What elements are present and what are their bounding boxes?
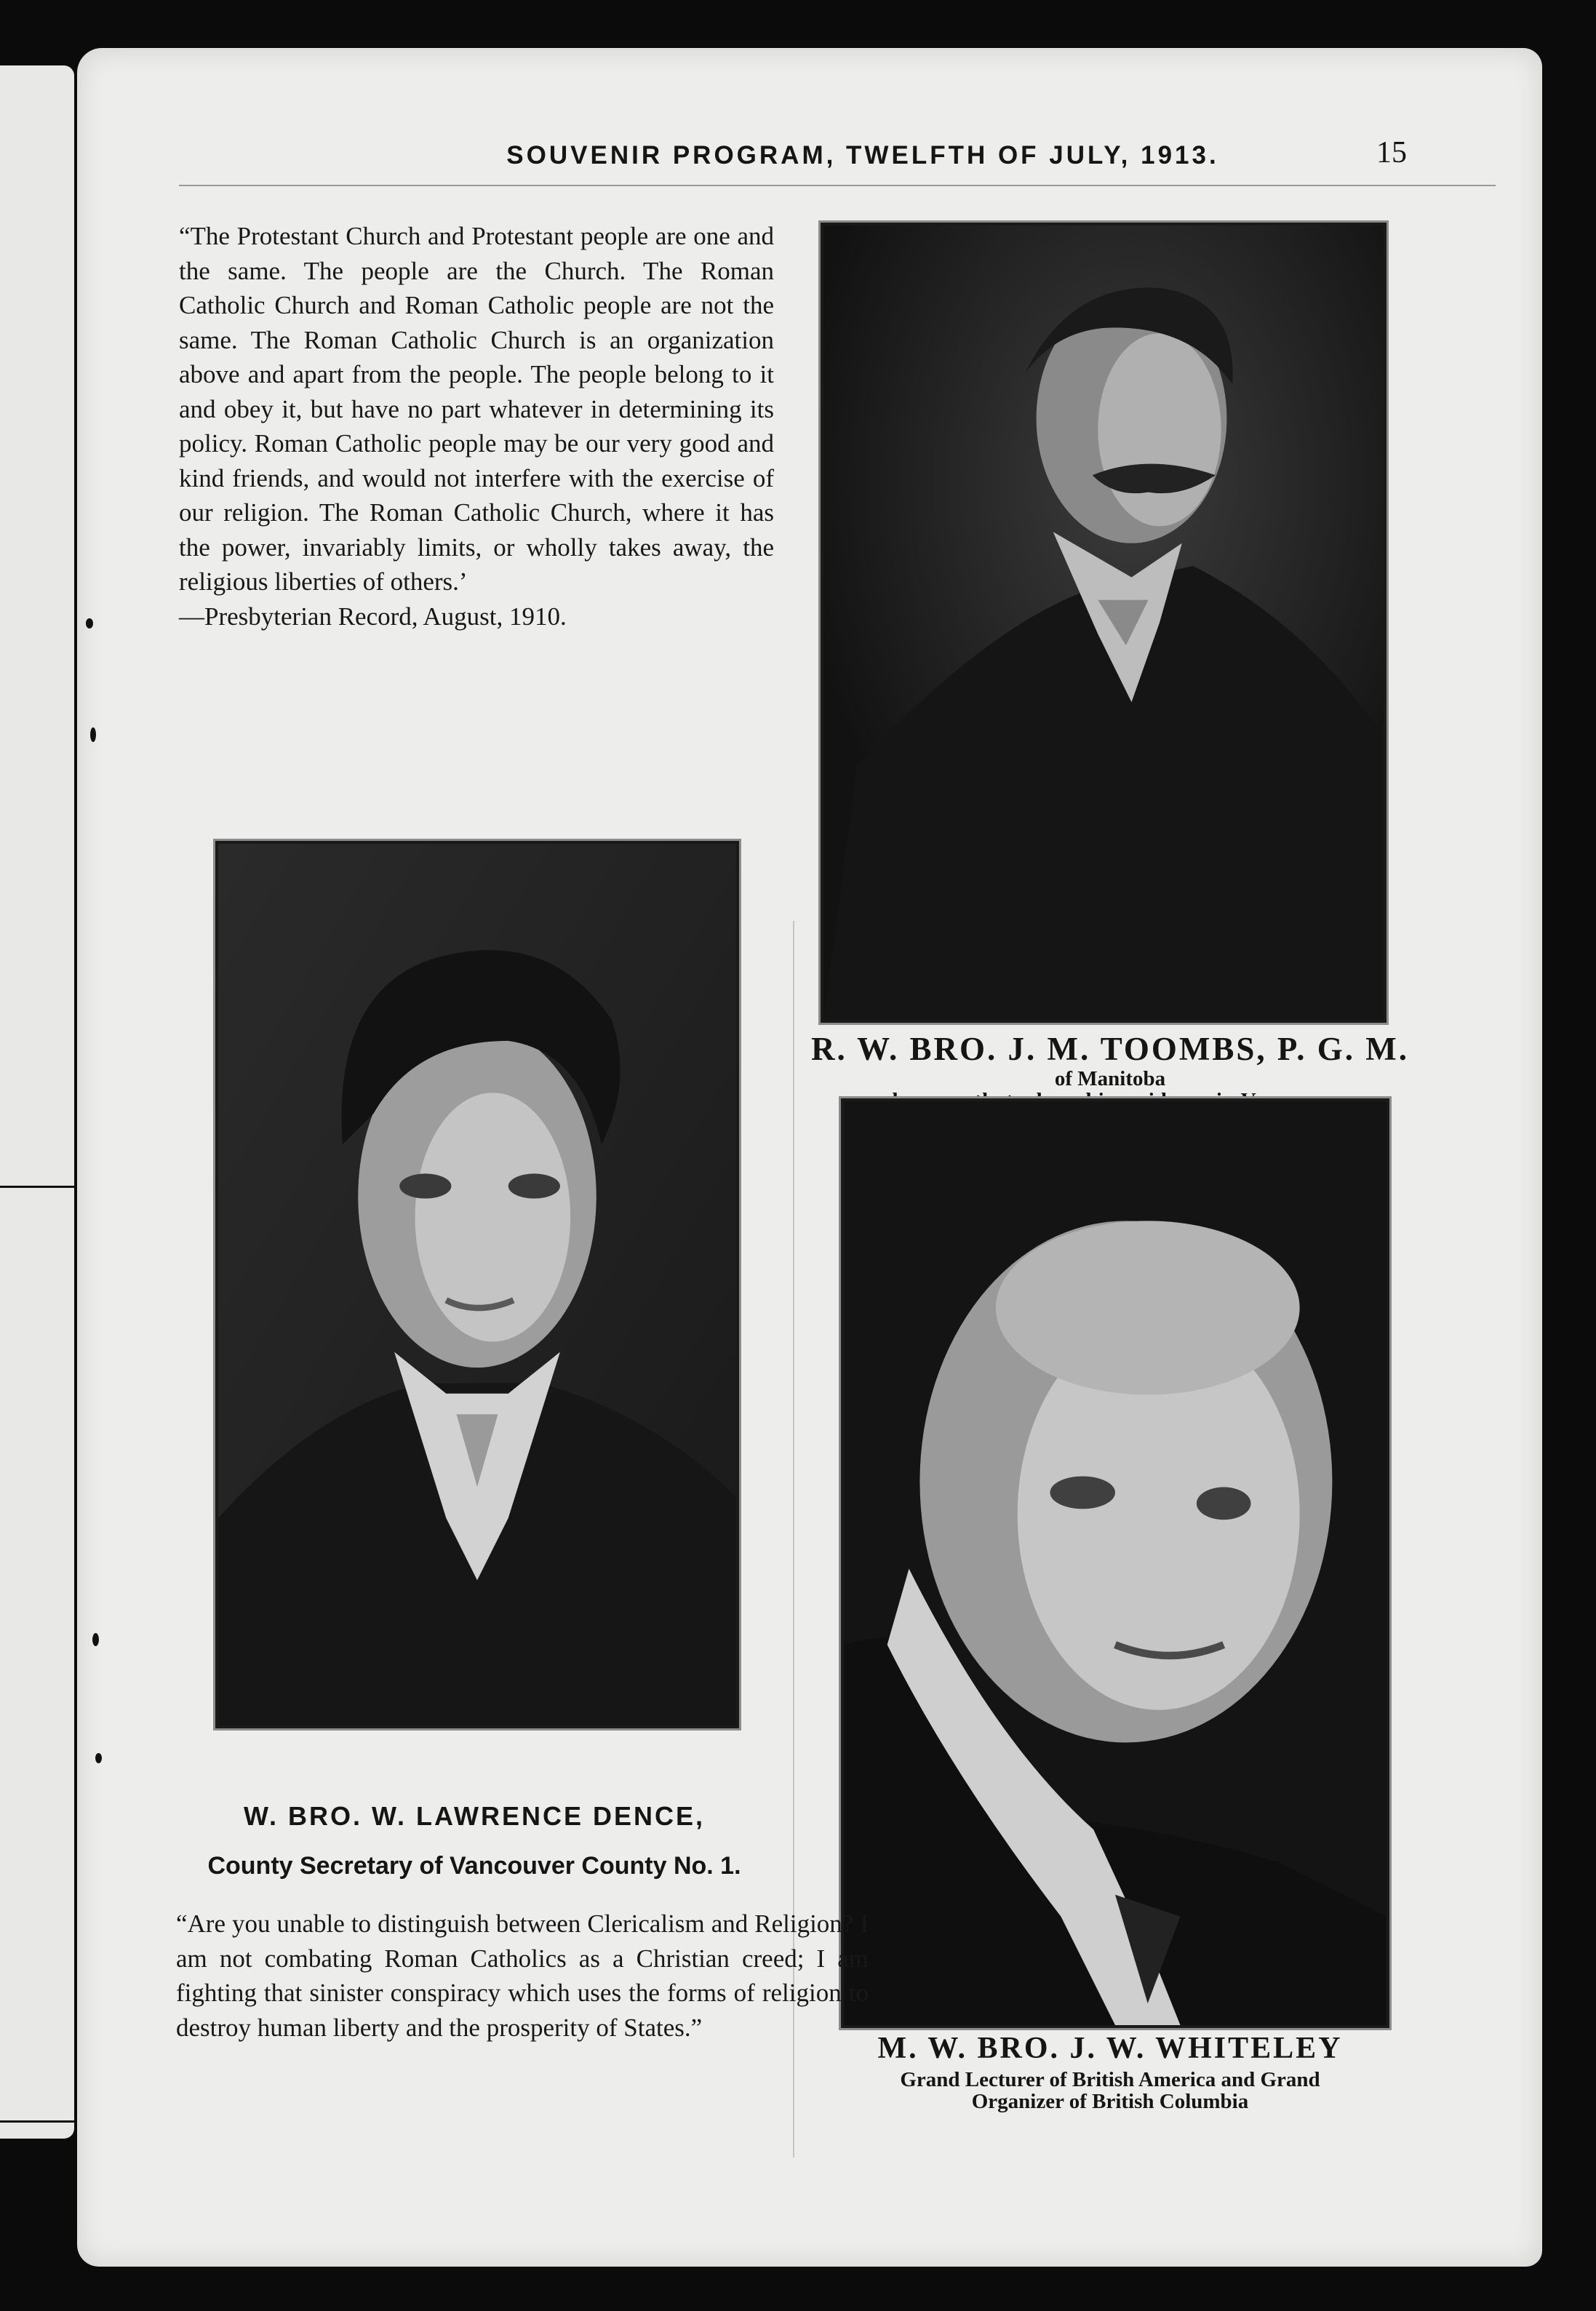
running-head: SOUVENIR PROGRAM, TWELFTH OF JULY, 1913.	[506, 141, 1219, 169]
quote-text: “Are you unable to distinguish between Clericalism and Religion? I am not combating Roman Catholics as a Christian creed; I am fighting that sinister conspiracy which uses the forms of religion to destroy human liberty and the prosperity of States.”	[176, 1909, 869, 2042]
adjacent-page-rule	[0, 1186, 74, 1188]
portrait-image	[844, 1101, 1386, 2025]
caption-toombs-line1: of Manitoba	[1054, 1067, 1166, 1090]
adjacent-page-rule	[0, 2120, 74, 2123]
caption-whiteley-line1: Grand Lecturer of British America and Grand	[900, 2068, 1320, 2091]
quote-attribution: —Presbyterian Record, August, 1910.	[179, 602, 567, 631]
caption-toombs-name: R. W. BRO. J. M. TOOMBS, P. G. M.	[810, 1031, 1410, 1067]
scan-speck	[90, 727, 96, 742]
portrait-photo-toombs	[821, 223, 1386, 1023]
caption-whiteley-name: M. W. BRO. J. W. WHITELEY	[877, 2032, 1343, 2065]
scan-speck	[86, 618, 93, 628]
quote-text: “The Protestant Church and Protestant people are one and the same. The people are the Church. The Roman Catholic Church and Roman Catholic people are not the same. The Roman Catholic Church is an organization above and apart from the people. The people belong to it and obey it, but have no part whatever in determining its policy. Roman Catholic people may be our very good and kind friends, and would not interfere with the exercise of our religion. The Roman Catholic Church, where it has the power, invariably limits, or wholly takes away, the religious liberties of others.’	[179, 222, 774, 596]
header-rule	[179, 185, 1496, 186]
scanned-page	[77, 48, 1542, 2267]
portrait-image	[823, 225, 1384, 1020]
portrait-photo-whiteley	[841, 1098, 1389, 2028]
scan-speck	[92, 1633, 99, 1646]
caption-dence-line1: County Secretary of Vancouver County No. 1.	[207, 1852, 741, 1880]
quote-presbyterian-record	[179, 219, 774, 634]
adjacent-page-edge	[0, 65, 74, 2139]
quote-clericalism	[176, 1907, 869, 2045]
page-number: 15	[1376, 136, 1407, 169]
portrait-photo-dence	[215, 841, 739, 1728]
portrait-image	[218, 844, 736, 1725]
caption-whiteley-line2: Organizer of British Columbia	[971, 2090, 1249, 2113]
caption-dence-name: W. BRO. W. LAWRENCE DENCE,	[243, 1801, 705, 1831]
scan-speck	[95, 1753, 102, 1763]
